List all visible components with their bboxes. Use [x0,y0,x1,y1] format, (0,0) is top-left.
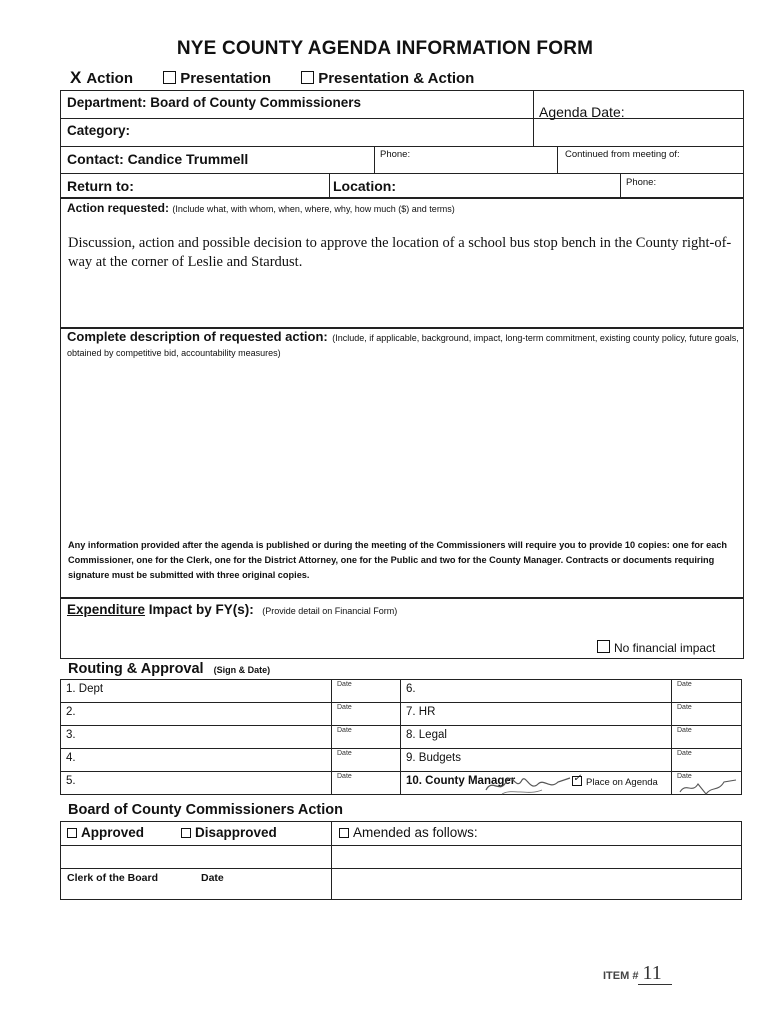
no-financial-impact-option[interactable] [597,640,715,655]
routing-date-4[interactable]: Date [337,750,352,757]
phone-label[interactable]: Phone: [380,149,411,160]
clerk-date-field[interactable]: Date [201,872,224,884]
type-presentation-label: Presentation [180,70,272,87]
routing-4[interactable]: 4. [66,752,76,764]
description-label [67,330,741,360]
place-on-agenda-option[interactable] [572,773,658,788]
routing-date-1[interactable]: Date [337,681,352,688]
expenditure-hint: (Provide detail on Financial Form) [262,606,398,616]
type-action-mark: X [70,68,82,87]
department-field[interactable]: Department: Board of County Commissioners [67,95,362,110]
expenditure-title: Expenditure [67,602,146,617]
agenda-date-label[interactable]: Agenda Date: [539,104,625,120]
routing-date-5[interactable]: Date [337,773,352,780]
county-manager-signature [482,770,574,798]
continued-from-label[interactable]: Continued from meeting of: [565,149,680,160]
date-signature [676,776,740,798]
routing-3[interactable]: 3. [66,729,76,741]
board-action-title: Board of County Commissioners Action [68,802,343,818]
routing-5[interactable]: 5. [66,775,76,787]
routing-2[interactable]: 2. [66,706,76,718]
routing-date-7[interactable]: Date [677,704,692,711]
return-to-field[interactable]: Return to: [67,178,134,194]
checkbox-icon [597,640,610,653]
action-requested-text: Discussion, action and possible decision to approve the location of a school bus stop bench in the County right-of-way at the corner of Leslie and Stardust. [68,235,732,270]
routing-title-text: Routing & Approval [68,661,204,677]
routing-9-budgets[interactable]: 9. Budgets [406,752,461,764]
routing-date-2[interactable]: Date [337,704,352,711]
copies-notice: Any information provided after the agenda is published or during the meeting of the Commissioners will require you to provide 10 copies: one for each Commissioner, one for the Clerk, one for the District Attorney, one for the Public and two for the County Manager. Contracts or documents requiring signature must be submitted with three original copies. [68,540,728,580]
form-type-options [70,68,500,88]
item-number-value: 11 [638,962,671,985]
type-action-label: Action [86,70,134,87]
routing-8-legal[interactable]: 8. Legal [406,729,447,741]
routing-date-8[interactable]: Date [677,727,692,734]
routing-6[interactable]: 6. [406,683,416,695]
item-number-label: ITEM # [603,970,639,982]
routing-date-9[interactable]: Date [677,750,692,757]
amended-label: Amended as follows: [353,825,478,840]
description-hint: (Include, if applicable, background, impact, long-term commitment, existing county policy, future goals, obtained by competitive bid, accountability measures) [67,333,739,358]
checkbox-icon [339,828,349,838]
no-financial-impact-label: No financial impact [614,641,716,655]
item-number [603,962,672,985]
routing-date-10[interactable]: Date [677,773,692,780]
checkbox-icon [181,828,191,838]
form-title: NYE COUNTY AGENDA INFORMATION FORM [176,38,594,59]
amended-option[interactable] [339,825,478,840]
checkbox-icon [163,71,176,84]
action-requested-label [67,201,455,215]
routing-7-hr[interactable]: 7. HR [406,706,436,718]
routing-1-dept[interactable]: 1. Dept [66,683,104,695]
routing-hint: (Sign & Date) [213,665,271,675]
checked-box-icon: ✓ [573,773,582,784]
phone-2-label[interactable]: Phone: [626,177,657,188]
checkbox-icon [67,828,77,838]
routing-date-6[interactable]: Date [677,681,692,688]
approved-option[interactable] [67,825,144,840]
approved-label: Approved [81,825,145,840]
place-on-agenda-label: Place on Agenda [586,777,658,788]
clerk-of-board-field[interactable]: Clerk of the Board [67,872,159,884]
action-requested-title: Action requested: [67,201,170,215]
expenditure-title-rest: Impact by FY(s): [145,602,254,617]
disapproved-label: Disapproved [195,825,277,840]
action-requested-hint: (Include what, with whom, when, where, why, how much ($) and terms) [172,204,455,214]
type-presentation[interactable] [163,70,271,87]
disapproved-option[interactable] [181,825,277,840]
routing-title [68,661,270,677]
checkbox-icon [301,71,314,84]
category-field[interactable]: Category: [67,123,131,138]
expenditure-label [67,601,397,619]
type-action[interactable] [70,70,133,87]
contact-field[interactable]: Contact: Candice Trummell [67,151,249,167]
routing-10-county-manager[interactable]: 10. County Manager [406,775,516,787]
description-title: Complete description of requested action: [67,329,328,344]
location-field[interactable]: Location: [333,178,396,194]
type-presentation-action-label: Presentation & Action [318,70,475,87]
type-presentation-action[interactable] [301,70,474,87]
routing-date-3[interactable]: Date [337,727,352,734]
